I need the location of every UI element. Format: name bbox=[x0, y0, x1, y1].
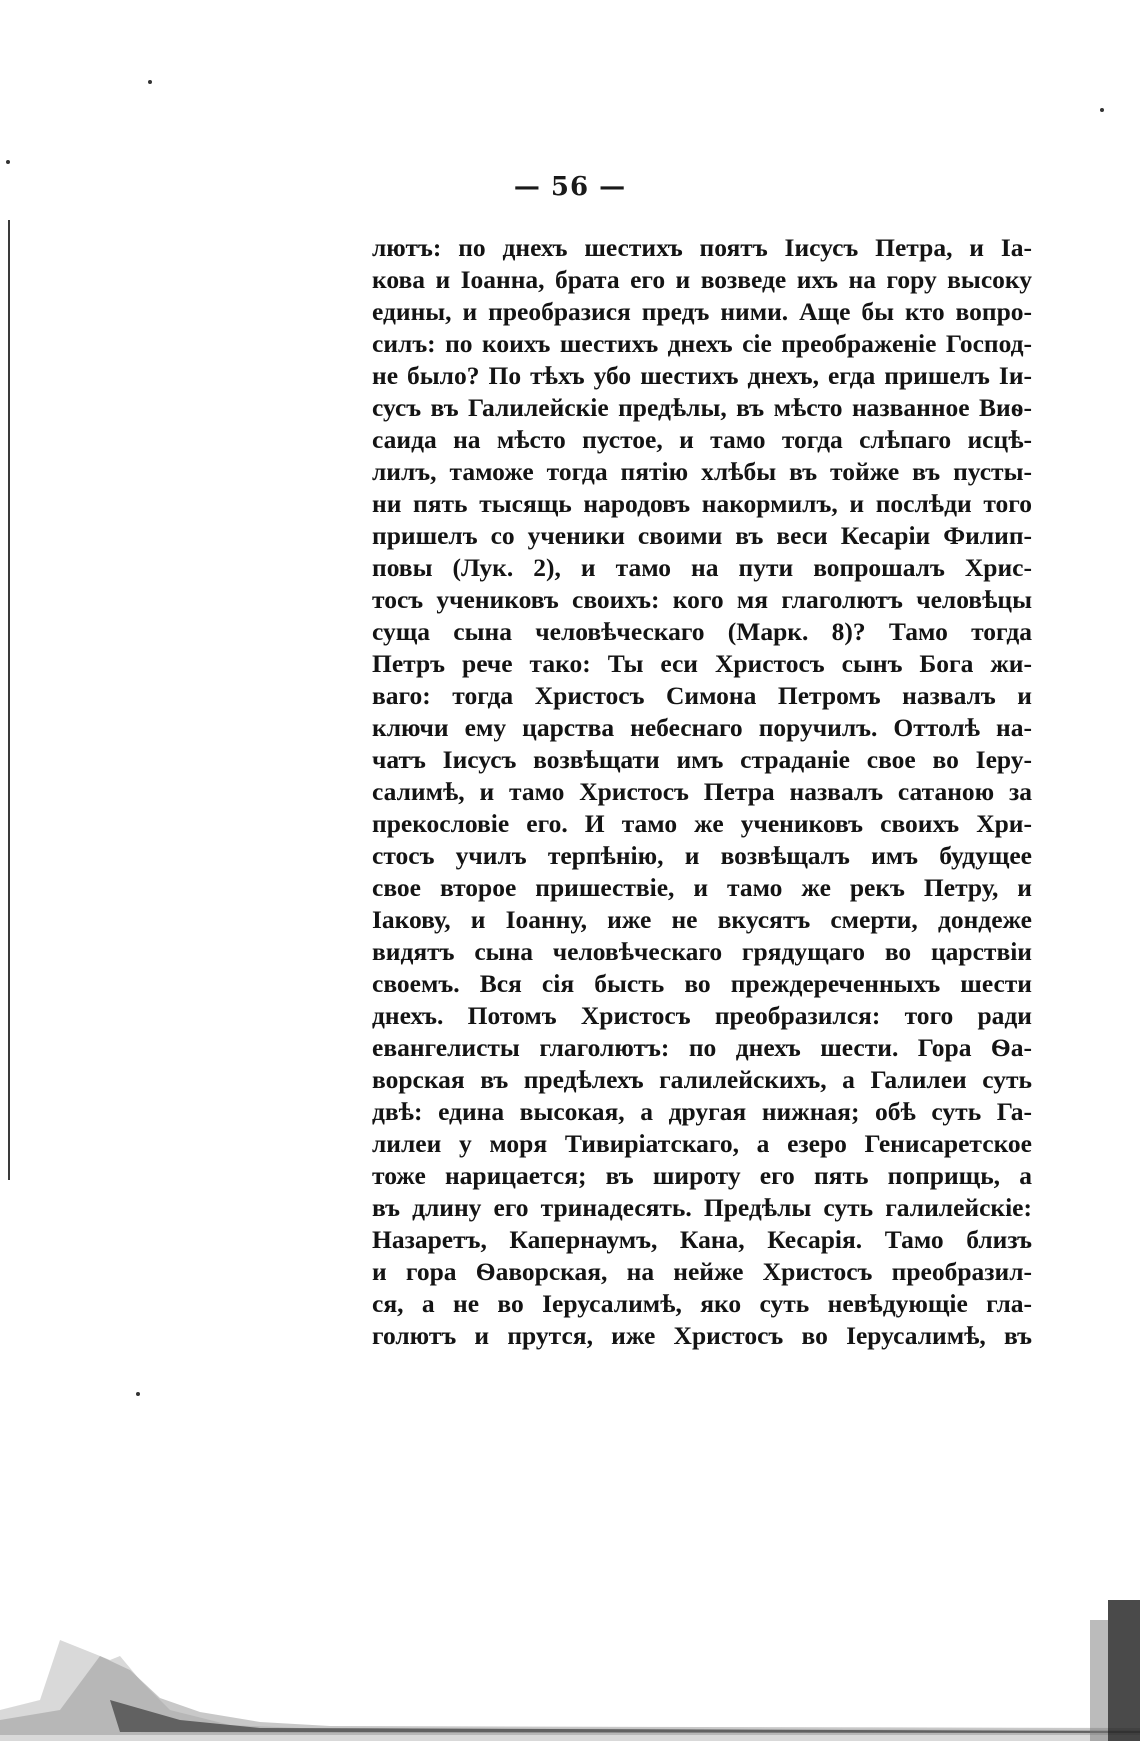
text-line: голютъ и прутся, иже Христосъ во Іерусалимѣ, въ bbox=[372, 1321, 1032, 1350]
text-line: кова и Іоанна, брата его и возведе ихъ на гору высоку bbox=[372, 265, 1032, 294]
text-line: тоже нарицается; въ широту его пять поприщь, а bbox=[372, 1161, 1032, 1190]
text-line: евангелисты глаголютъ: по днехъ шести. Гора Ѳа- bbox=[372, 1033, 1032, 1062]
text-line: лилеи у моря Тивиріатскаго, а езеро Генисаретское bbox=[372, 1129, 1032, 1158]
text-line: днехъ. Потомъ Христосъ преобразился: того ради bbox=[372, 1001, 1032, 1030]
page-number: — 56 — bbox=[513, 172, 627, 202]
text-line: повы (Лук. 2), и тамо на пути вопрошалъ Хрис- bbox=[372, 553, 1032, 582]
text-line: въ длину его тринадесять. Предѣлы суть галилейскіе: bbox=[372, 1193, 1032, 1222]
text-line: тосъ учениковъ своихъ: кого мя глаголютъ человѣцы bbox=[372, 585, 1032, 614]
text-line: прекословіе его. И тамо же учениковъ своихъ Хри- bbox=[372, 809, 1032, 838]
scan-speck bbox=[1100, 108, 1104, 112]
text-line: Іакову, и Іоанну, иже не вкусятъ смерти, дондеже bbox=[372, 905, 1032, 934]
text-line: не было? По тѣхъ убо шестихъ днехъ, егда пришелъ Іи- bbox=[372, 361, 1032, 390]
page-text-body bbox=[372, 232, 1032, 1352]
scan-speck bbox=[148, 80, 152, 84]
scan-speck bbox=[136, 1392, 140, 1396]
text-line: суща сына человѣческаго (Марк. 8)? Тамо тогда bbox=[372, 617, 1032, 646]
text-line: ваго: тогда Христосъ Симона Петромъ назвалъ и bbox=[372, 681, 1032, 710]
text-line: ворская въ предѣлехъ галилейскихъ, а Галилеи суть bbox=[372, 1065, 1032, 1094]
text-line: лилъ, таможе тогда пятію хлѣбы въ тойже въ пусты- bbox=[372, 457, 1032, 486]
text-line: силъ: по коихъ шестихъ днехъ сіе преображеніе Господ- bbox=[372, 329, 1032, 358]
text-line: видятъ сына человѣческаго грядущаго во царствіи bbox=[372, 937, 1032, 966]
text-line: двѣ: едина высокая, а другая нижная; обѣ суть Га- bbox=[372, 1097, 1032, 1126]
text-line: стосъ училъ терпѣнію, и возвѣщалъ имъ будущее bbox=[372, 841, 1032, 870]
text-line: едины, и преобразися предъ ними. Аще бы кто вопро- bbox=[372, 297, 1032, 326]
text-line: Петръ рече тако: Ты еси Христосъ сынъ Бога жи- bbox=[372, 649, 1032, 678]
text-line: чатъ Іисусъ возвѣщати имъ страданіе свое во Іеру- bbox=[372, 745, 1032, 774]
text-line: пришелъ со ученики своими въ веси Кесаріи Филип- bbox=[372, 521, 1032, 550]
text-line: салимѣ, и тамо Христосъ Петра назвалъ сатаною за bbox=[372, 777, 1032, 806]
text-line: ся, а не во Іерусалимѣ, яко суть невѣдующіе гла- bbox=[372, 1289, 1032, 1318]
text-line: свое второе пришествіе, и тамо же рекъ Петру, и bbox=[372, 873, 1032, 902]
text-line: сусъ въ Галилейскіе предѣлы, въ мѣсто названное Виѳ- bbox=[372, 393, 1032, 422]
text-line: саида на мѣсто пустое, и тамо тогда слѣпаго исцѣ- bbox=[372, 425, 1032, 454]
text-line: и гора Ѳаворская, на нейже Христосъ преобразил- bbox=[372, 1257, 1032, 1286]
scan-speck bbox=[6, 160, 10, 164]
text-line: ни пять тысящь народовъ накормилъ, и послѣди того bbox=[372, 489, 1032, 518]
text-line: своемъ. Вся сія бысть во преждереченныхъ шести bbox=[372, 969, 1032, 998]
text-line: лютъ: по днехъ шестихъ поятъ Іисусъ Петра, и Іа- bbox=[372, 233, 1032, 262]
scan-edge-shadow bbox=[0, 1560, 1140, 1741]
text-line: Назаретъ, Капернаумъ, Кана, Кесарія. Тамо близъ bbox=[372, 1225, 1032, 1254]
text-line: ключи ему царства небеснаго поручилъ. Оттолѣ на- bbox=[372, 713, 1032, 742]
binding-edge-line bbox=[8, 220, 10, 1180]
